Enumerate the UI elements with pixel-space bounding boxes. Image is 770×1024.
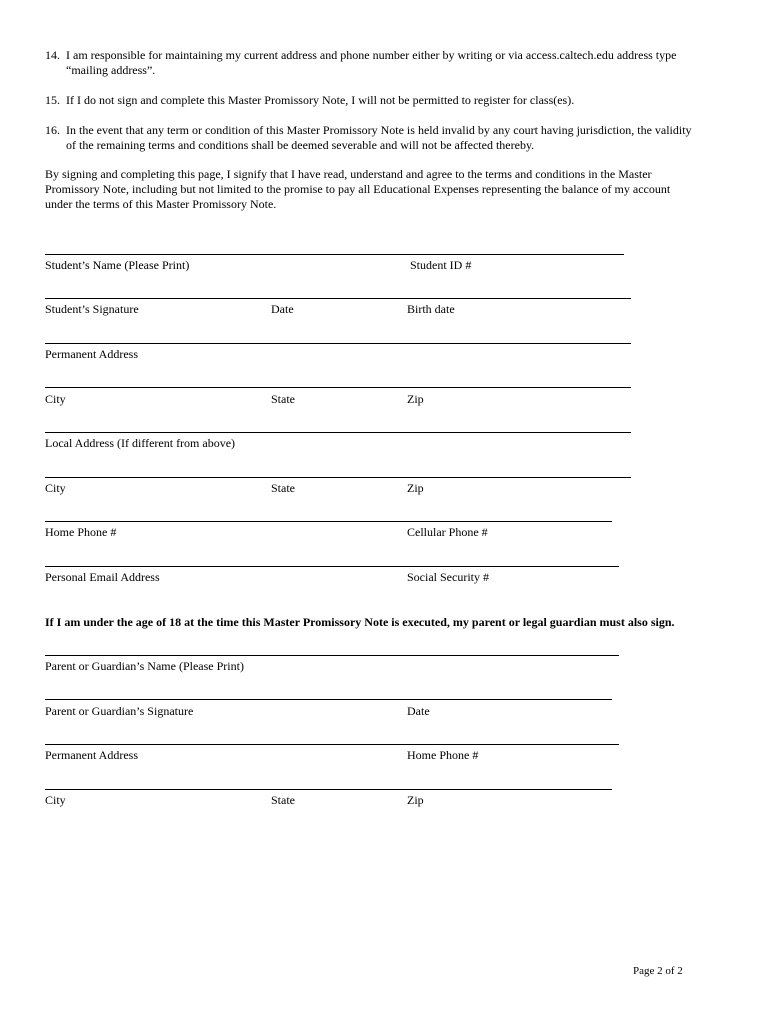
student-id-label: Student ID # bbox=[410, 258, 472, 272]
permanent-address-label: Permanent Address bbox=[45, 347, 138, 361]
term-text-line: I am responsible for maintaining my current address and phone number either by writing or via access.caltech.edu address type bbox=[66, 48, 677, 62]
email-ssn-line[interactable] bbox=[45, 566, 619, 567]
guardian-name-line[interactable] bbox=[45, 655, 619, 656]
guardian-city-label: City bbox=[45, 793, 66, 807]
phone-line[interactable] bbox=[45, 521, 612, 522]
page-number: Page 2 of 2 bbox=[633, 965, 683, 977]
guardian-address-line[interactable] bbox=[45, 744, 619, 745]
permanent-address-line[interactable] bbox=[45, 343, 631, 344]
term-number: 16. bbox=[45, 123, 60, 137]
cell-phone-label: Cellular Phone # bbox=[407, 525, 488, 539]
student-signature-label: Student’s Signature bbox=[45, 302, 139, 316]
agreement-line: under the terms of this Master Promissory Note. bbox=[45, 197, 277, 211]
student-name-line[interactable] bbox=[45, 254, 624, 255]
city-label: City bbox=[45, 392, 66, 406]
agreement-line: Promissory Note, including but not limited to the promise to pay all Educational Expenses representing the balance of my account bbox=[45, 182, 671, 196]
local-city-label: City bbox=[45, 481, 66, 495]
home-phone-label: Home Phone # bbox=[45, 525, 117, 539]
zip-label: Zip bbox=[407, 392, 424, 406]
local-city-state-zip-line[interactable] bbox=[45, 477, 631, 478]
term-text-line: If I do not sign and complete this Master Promissory Note, I will not be permitted to register for class(es). bbox=[66, 93, 575, 107]
guardian-state-label: State bbox=[271, 793, 295, 807]
agreement-line: By signing and completing this page, I signify that I have read, understand and agree to the terms and conditions in the Master bbox=[45, 167, 652, 181]
term-text-line: In the event that any term or condition of this Master Promissory Note is held invalid by any court having jurisdiction, the validity bbox=[66, 123, 692, 137]
email-label: Personal Email Address bbox=[45, 570, 160, 584]
term-16 bbox=[45, 123, 745, 153]
guardian-signature-line[interactable] bbox=[45, 699, 612, 700]
guardian-signature-label: Parent or Guardian’s Signature bbox=[45, 704, 194, 718]
student-date-label: Date bbox=[271, 302, 294, 316]
student-birth-date-label: Birth date bbox=[407, 302, 455, 316]
term-number: 15. bbox=[45, 93, 60, 107]
local-zip-label: Zip bbox=[407, 481, 424, 495]
student-signature-line[interactable] bbox=[45, 298, 631, 299]
guardian-address-label: Permanent Address bbox=[45, 748, 138, 762]
local-address-label: Local Address (If different from above) bbox=[45, 436, 236, 450]
local-state-label: State bbox=[271, 481, 295, 495]
ssn-label: Social Security # bbox=[407, 570, 489, 584]
term-number: 14. bbox=[45, 48, 60, 62]
state-label: State bbox=[271, 392, 295, 406]
term-15 bbox=[45, 93, 745, 108]
term-14 bbox=[45, 48, 745, 78]
term-text-line: “mailing address”. bbox=[66, 63, 156, 77]
city-state-zip-line[interactable] bbox=[45, 387, 631, 388]
guardian-city-state-zip-line[interactable] bbox=[45, 789, 612, 790]
term-text-line: of the remaining terms and conditions shall be deemed severable and will not be affected thereby. bbox=[66, 138, 535, 152]
guardian-notice: If I am under the age of 18 at the time this Master Promissory Note is executed, my parent or legal guardian must also sign. bbox=[45, 615, 675, 629]
student-name-label: Student’s Name (Please Print) bbox=[45, 258, 190, 272]
agreement-paragraph bbox=[45, 167, 745, 212]
guardian-zip-label: Zip bbox=[407, 793, 424, 807]
guardian-name-label: Parent or Guardian’s Name (Please Print) bbox=[45, 659, 244, 673]
guardian-home-phone-label: Home Phone # bbox=[407, 748, 479, 762]
guardian-date-label: Date bbox=[407, 704, 430, 718]
local-address-line[interactable] bbox=[45, 432, 631, 433]
